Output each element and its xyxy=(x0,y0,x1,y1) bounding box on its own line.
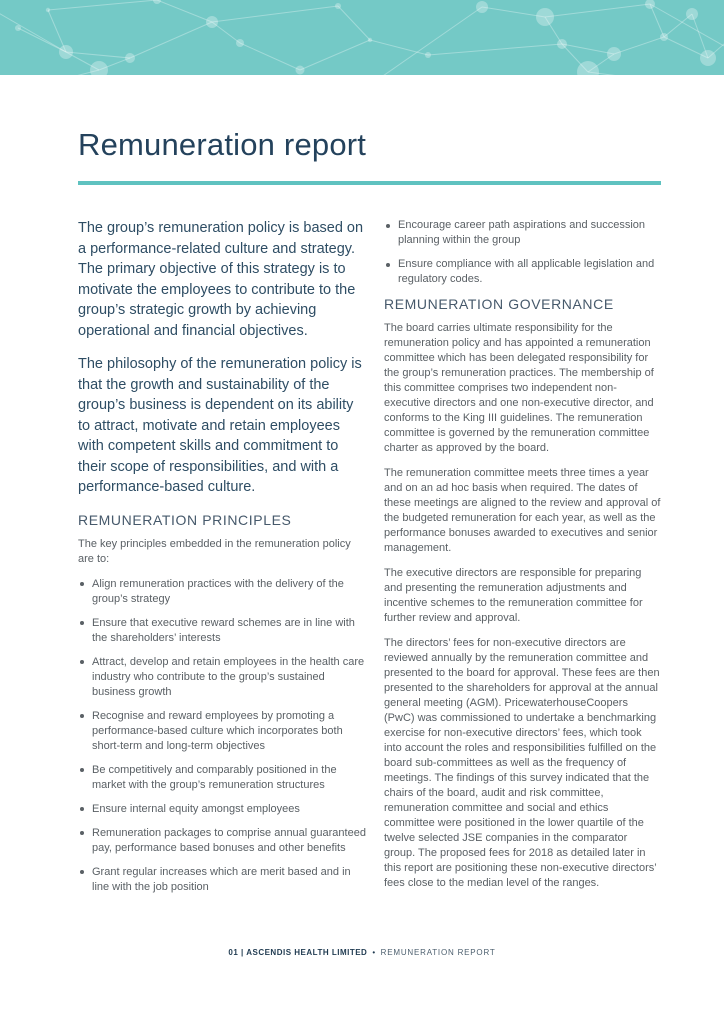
list-item xyxy=(78,865,366,895)
bullet-icon xyxy=(386,224,390,228)
footer-report-title: REMUNERATION REPORT xyxy=(380,948,496,957)
bullet-icon xyxy=(80,831,84,835)
network-pattern xyxy=(0,0,724,75)
right-column xyxy=(384,218,661,904)
section-heading-governance: REMUNERATION GOVERNANCE xyxy=(384,296,614,312)
list-item-text: Be competitively and comparably positioned in the market with the group’s remuneration structures xyxy=(92,763,337,791)
list-item xyxy=(78,655,366,700)
page-banner xyxy=(0,0,724,75)
page-footer xyxy=(0,948,724,957)
list-item xyxy=(78,616,366,646)
list-item-text: Remuneration packages to comprise annual guaranteed pay, performance based bonuses and other benefits xyxy=(92,826,366,854)
list-item-text: Attract, develop and retain employees in the health care industry who contribute to the group’s sustained business growth xyxy=(92,655,365,698)
bullet-icon xyxy=(80,621,84,625)
bullet-icon xyxy=(80,582,84,586)
list-item xyxy=(78,763,366,793)
list-item xyxy=(78,577,366,607)
list-item-text: Ensure compliance with all applicable legislation and regulatory codes. xyxy=(398,258,655,285)
list-item-text: Align remuneration practices with the delivery of the group’s strategy xyxy=(92,577,344,605)
two-column-body xyxy=(78,218,661,904)
bullet-icon xyxy=(80,714,84,718)
list-item xyxy=(384,257,661,287)
intro-paragraph: The philosophy of the remuneration policy is that the growth and sustainability of the group’s business is dependent on its ability to attract, motivate and retain employees with competent skills and commitment to their scope of responsibilities, and with a performance-based culture. xyxy=(78,356,362,495)
bullet-icon xyxy=(80,660,84,664)
list-item-text: Recognise and reward employees by promoting a performance-based culture which incorporates both short-term and long-term objectives xyxy=(92,709,343,752)
bullet-icon xyxy=(80,870,84,874)
title-underline xyxy=(78,181,661,185)
section-heading-principles: REMUNERATION PRINCIPLES xyxy=(78,511,292,528)
governance-paragraph: The remuneration committee meets three times a year and on an ad hoc basis when required. The dates of these meetings are aligned to the review and approval of the budgeted remuneration for each year, as well as the performance bonuses awarded to executives and senior management. xyxy=(384,467,661,554)
bullet-icon xyxy=(80,768,84,772)
governance-paragraph: The executive directors are responsible for preparing and presenting the remuneration adjustments and incentive schemes to the remuneration committee for further review and approval. xyxy=(384,567,643,624)
footer-page-number-and-company: 01 | ASCENDIS HEALTH LIMITED xyxy=(228,948,368,957)
left-column xyxy=(78,218,366,904)
intro-paragraph: The group’s remuneration policy is based on a performance-related culture and strategy. The primary objective of this strategy is to motivate the employees to contribute to the group’s strategic growth by achieving operational and financial objectives. xyxy=(78,220,364,339)
list-item-text: Ensure that executive reward schemes are in line with the shareholders’ interests xyxy=(92,616,355,644)
list-item-text: Encourage career path aspirations and succession planning within the group xyxy=(398,219,646,246)
list-item xyxy=(78,826,366,856)
page-content xyxy=(0,127,724,904)
governance-paragraph: The board carries ultimate responsibility for the remuneration policy and has appointed a remuneration committee which has been delegated responsibility for the group’s remuneration practices. The membership of this committee comprises two independent non-executive directors and one non-executive director, and conforms to the King III guidelines. The remuneration committee is governed by the remuneration committee charter as approved by the board. xyxy=(384,322,654,454)
footer-separator: • xyxy=(372,948,376,957)
page-title: Remuneration report xyxy=(78,127,367,162)
list-item-text: Ensure internal equity amongst employees xyxy=(92,802,300,815)
bullet-icon xyxy=(80,807,84,811)
bullet-icon xyxy=(386,263,390,267)
list-item-text: Grant regular increases which are merit based and in line with the job position xyxy=(92,865,351,893)
principles-list xyxy=(78,577,366,895)
list-item xyxy=(78,709,366,754)
governance-paragraph: The directors’ fees for non-executive directors are reviewed annually by the remuneration committee and presented to the board for approval. These fees are then presented to the shareholders for approval at the annual general meeting (AGM). PricewaterhouseCoopers (PwC) was commissioned to undertake a benchmarking exercise for non-executive directors’ fees, which took into account the roles and responsibilities fulfilled on the board sub-committees as well as the frequency of meetings. The findings of this survey indicated that the chairs of the board, audit and risk committee, remuneration committee and social and ethics committee were positioned in the lower quartile of the twelve selected JSE companies in the comparator group. The proposed fees for 2018 as detailed later in this report are positioning these non-executive directors’ fees close to the median level of the ranges. xyxy=(384,637,660,889)
list-item xyxy=(78,802,366,817)
list-item xyxy=(384,218,661,248)
principles-lead-in: The key principles embedded in the remuneration policy are to: xyxy=(78,537,351,565)
principles-list-continued xyxy=(384,218,661,287)
